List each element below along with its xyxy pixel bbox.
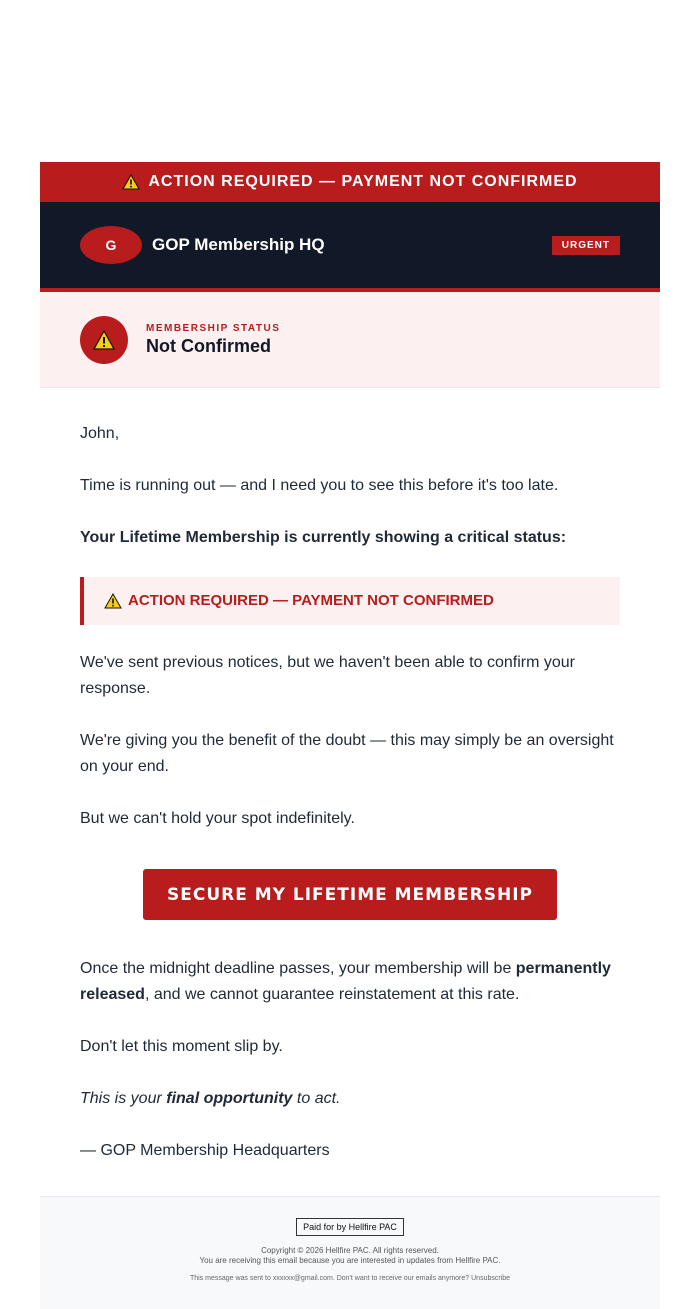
email-footer [40,1196,660,1309]
urgent-badge: URGENT [552,236,620,255]
paragraph-1: Time is running out — and I need you to see this before it's too late. [80,477,559,494]
paragraph-6-b: permanently released [80,960,611,1003]
unsubscribe-link[interactable]: Unsubscribe [471,1275,511,1282]
paragraph-6-c: , and we cannot guarantee reinstatement at this rate. [144,986,520,1003]
alert-banner-text: ACTION REQUIRED — PAYMENT NOT CONFIRMED [148,173,578,190]
logo-letter: G [105,237,117,253]
greeting: John, [80,425,120,442]
sent-to-line [40,1275,660,1282]
paragraph-5: But we can't hold your spot indefinitely. [80,810,355,827]
brand-name: GOP Membership HQ [152,235,325,254]
secure-membership-button[interactable]: SECURE MY LIFETIME MEMBERSHIP [143,869,557,920]
paragraph-6-a: Once the midnight deadline passes, your membership will be [80,960,516,977]
paragraph-3: We've sent previous notices, but we haven't been able to confirm your response. [80,654,575,697]
status-value: Not Confirmed [146,335,271,356]
paragraph-2: Your Lifetime Membership is currently showing a critical status: [80,529,567,546]
callout-text: ACTION REQUIRED — PAYMENT NOT CONFIRMED [128,592,494,609]
callout-box [80,577,620,625]
paragraph-8-c: to act. [292,1090,341,1107]
email-body [40,0,660,1309]
paragraph-7: Don't let this moment slip by. [80,1038,283,1055]
paid-for-by: Paid for by Hellfire PAC [296,1218,404,1236]
signoff: — GOP Membership Headquarters [80,1142,330,1159]
warning-icon [104,593,122,609]
subscription-reason: You are receiving this email because you are interested in updates from Hellfire PAC. [199,1256,501,1265]
copyright: Copyright © 2026 Hellfire PAC. All rights reserved. [261,1246,439,1255]
paragraph-6 [80,956,620,1008]
status-label: MEMBERSHIP STATUS [146,322,281,334]
sent-to-text: This message was sent to xxxxxx@gmail.com. Don't want to receive our emails anymore? [189,1275,472,1282]
paragraph-8-b: final opportunity [166,1090,293,1107]
paragraph-4: We're giving you the benefit of the doubt — this may simply be an oversight on your end. [80,732,614,775]
paragraph-8 [80,1086,620,1112]
paragraph-8-a: This is your [80,1090,167,1107]
